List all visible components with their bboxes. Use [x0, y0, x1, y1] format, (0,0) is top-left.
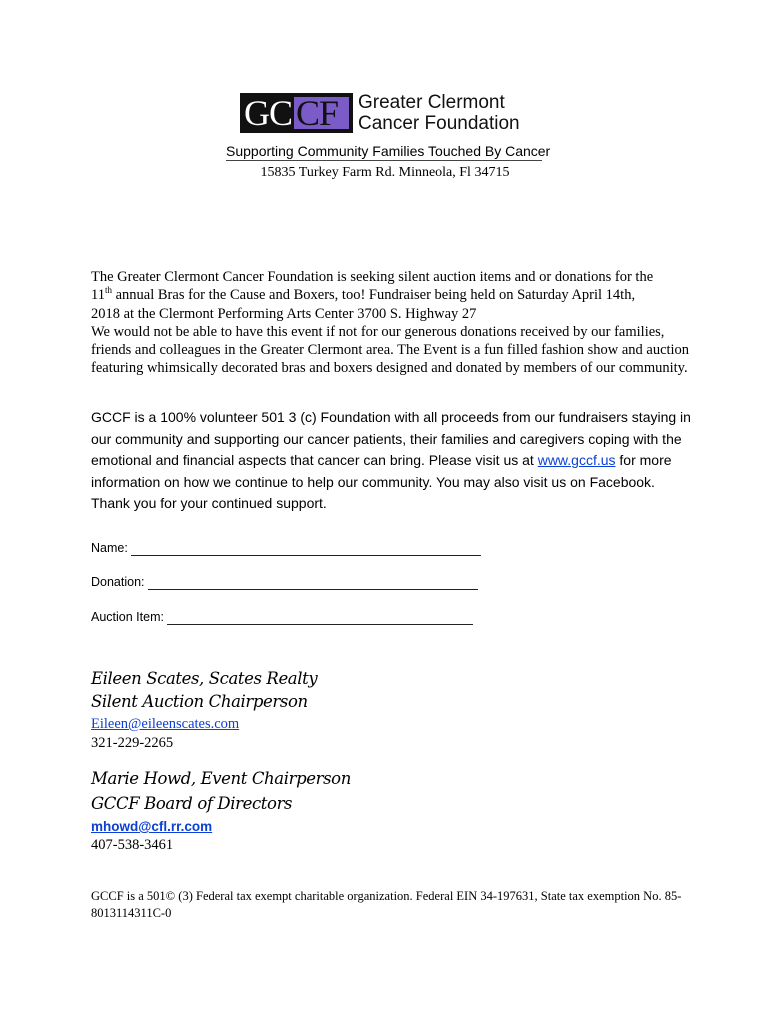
intro-paragraph	[91, 268, 691, 378]
intro-line2-rest: annual Bras for the Cause and Boxers, too! Fundraiser being held on Saturday April 14th,	[111, 287, 636, 304]
tagline: Supporting Community Families Touched By Cancer	[226, 143, 551, 159]
gccf-logo	[240, 93, 540, 137]
contact2-phone: 407-538-3461	[91, 837, 174, 853]
intro-line2	[91, 286, 691, 304]
contact1-name: Eileen Scates, Scates Realty	[91, 669, 318, 688]
auction-item-field	[91, 609, 473, 625]
org-name-line2: Cancer Foundation	[358, 113, 520, 134]
contact1-phone: 321-229-2265	[91, 735, 174, 751]
contact2-name: Marie Howd, Event Chairperson	[91, 769, 351, 788]
donation-field	[91, 574, 478, 590]
ordinal-number: 11	[91, 287, 105, 304]
website-link[interactable]: www.gccf.us	[537, 452, 616, 468]
org-name-line1: Greater Clermont	[358, 92, 505, 113]
name-input-line[interactable]	[131, 542, 481, 556]
intro-line3: 2018 at the Clermont Performing Arts Center 3700 S. Highway 27	[91, 305, 477, 322]
intro-line4: We would not be able to have this event if not for our generous donations received by our families, friends and colleagues in the Greater Clermont area. The Event is a fun filled fashion show and auction featuring whimsically decorated bras and boxers designed and donated by members of our community.	[91, 323, 690, 377]
logo-letters-cf: CF	[296, 93, 339, 133]
auction-item-label: Auction Item:	[91, 610, 164, 624]
contact2-title: GCCF Board of Directors	[91, 794, 293, 813]
mission-paragraph	[91, 407, 691, 515]
auction-item-input-line[interactable]	[167, 611, 473, 625]
contact2-email-link[interactable]: mhowd@cfl.rr.com	[91, 819, 213, 834]
logo-org-name	[358, 92, 520, 134]
address: 15835 Turkey Farm Rd. Minneola, Fl 34715	[260, 165, 510, 180]
donation-label: Donation:	[91, 575, 145, 589]
name-label: Name:	[91, 541, 128, 555]
mission-text-2: for more information on how we continue to help our community. You may also visit us on Facebook. Thank you for your continued support.	[91, 452, 672, 511]
name-field	[91, 540, 481, 556]
contact2-email-line	[91, 818, 212, 836]
mission-text-1: GCCF is a 100% volunteer 501 3 (c) Foundation with all proceeds from our fundraisers staying in our community and supporting our cancer patients, their families and caregivers coping with the emotional and financial aspects that cancer can bring. Please visit us at	[91, 409, 691, 468]
tax-exempt-footer: GCCF is a 501© (3) Federal tax exempt charitable organization. Federal EIN 34-197631, State tax exemption No. 85-8013114311C-0	[91, 889, 682, 920]
contact1-email-line	[91, 715, 239, 733]
donation-input-line[interactable]	[148, 576, 478, 590]
contact1-email-link[interactable]: Eileen@eileenscates.com	[91, 716, 240, 732]
ordinal-suffix: th	[104, 285, 112, 296]
logo-letters-gc: GC	[244, 93, 293, 133]
contact1-title: Silent Auction Chairperson	[91, 692, 308, 711]
intro-line1: The Greater Clermont Cancer Foundation is seeking silent auction items and or donations for the	[91, 269, 654, 285]
